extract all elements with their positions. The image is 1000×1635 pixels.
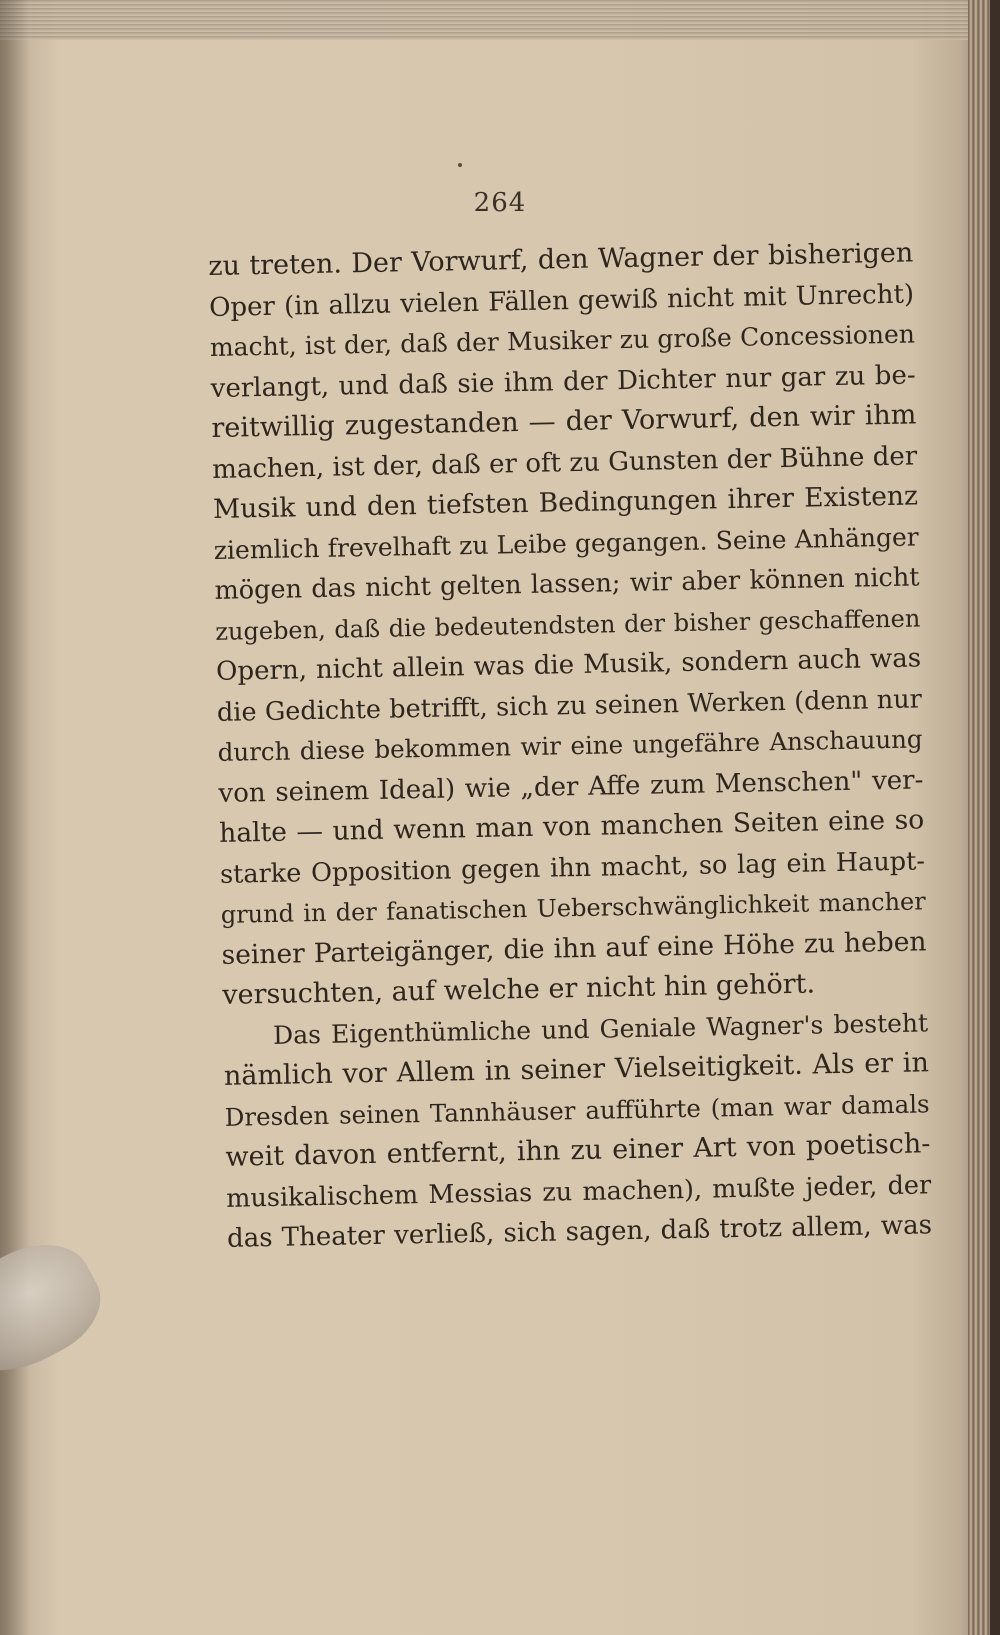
text-line: Dresden seinen Tannhäuser aufführte (man war damals xyxy=(224,1088,930,1132)
gutter-shadow xyxy=(0,0,30,1635)
text-line: mögen das nicht gelten lassen; wir aber können nicht xyxy=(214,562,920,606)
text-line: Opern, nicht allein was die Musik, sondern auch was xyxy=(215,643,922,687)
text-line: zu treten. Der Vorwurf, den Wagner der bisherigen xyxy=(208,237,914,282)
text-line: weit davon entfernt, ihn zu einer Art von poetisch- xyxy=(225,1128,931,1173)
page-right-edge xyxy=(968,0,990,1635)
text-line: die Gedichte betrifft, sich zu seinen Werken (denn nur xyxy=(216,683,923,728)
text-line: musikalischem Messias zu machen), mußte jeder, der xyxy=(225,1169,932,1214)
text-line: zugeben, daß die bedeutendsten der bisher geschaffenen xyxy=(215,603,921,646)
page-top-edge xyxy=(0,0,990,40)
text-line: das Theater verließ, sich sagen, daß trotz allem, was xyxy=(226,1210,933,1254)
text-line: von seinem Ideal) wie „der Affe zum Menschen" ver- xyxy=(218,764,924,809)
text-line: Das Eigenthümliche und Geniale Wagner's besteht xyxy=(272,1007,929,1050)
text-line: nämlich vor Allem in seiner Vielseitigkeit. Als er in xyxy=(223,1047,930,1092)
text-line: starke Opposition gegen ihn macht, so lag ein Haupt- xyxy=(219,845,926,890)
text-line: durch diese bekommen wir eine ungefähre Anschauung xyxy=(217,724,923,767)
text-line: halte — und wenn man von manchen Seiten eine so xyxy=(218,804,925,849)
text-line: machen, ist der, daß er oft zu Gunsten der Bühne der xyxy=(211,440,918,485)
page-number: 264 xyxy=(473,188,527,218)
text-line: ziemlich frevelhaft zu Leibe gegangen. Seine Anhänger xyxy=(213,521,919,565)
text-line: macht, ist der, daß der Musiker zu große Concessionen xyxy=(209,319,916,362)
text-line: reitwillig zugestanden — der Vorwurf, den wir ihm xyxy=(211,399,917,444)
text-line: seiner Parteigänger, die ihn auf eine Höhe zu heben xyxy=(221,925,927,971)
body-text xyxy=(208,233,932,1259)
text-line: verlangt, und daß sie ihm der Dichter nur gar zu be- xyxy=(210,359,916,404)
text-line: versuchten, auf welche er nicht hin gehört. xyxy=(222,968,816,1011)
text-line: Oper (in allzu vielen Fällen gewiß nicht mit Unrecht) xyxy=(208,278,915,323)
text-line: grund in der fanatischen Ueberschwänglichkeit mancher xyxy=(220,887,926,929)
text-line: Musik und den tiefsten Bedingungen ihrer Existenz xyxy=(212,480,919,525)
ink-speck xyxy=(458,163,462,167)
